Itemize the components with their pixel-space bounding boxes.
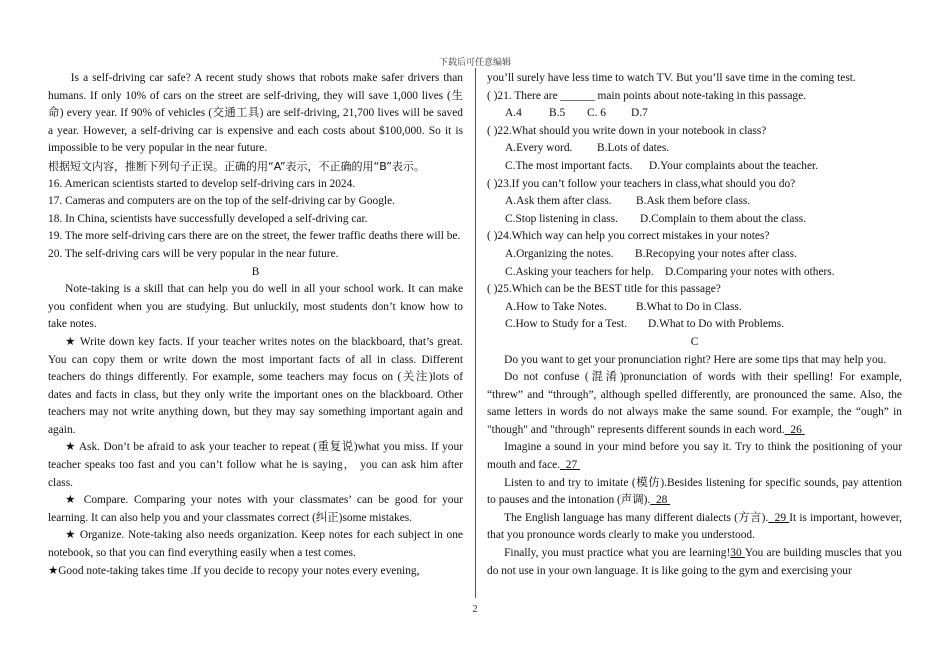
passage-b-paragraph: ★ Write down key facts. If your teacher writes notes on the blackboard, that’s great. You can copy them or write down the most important facts of all in class. Different teachers do things differently. For example, some teachers may focus on (关注)lots of dates and facts in class, but they only write the important ones on the blackboard. Other teachers may not write anything down, but they may say something important again and again.: [48, 335, 463, 436]
section-b-heading: B: [251, 265, 260, 278]
option: C.How to Study for a Test.: [505, 318, 628, 331]
option: C. 6: [587, 107, 606, 120]
mc-question-24: ( )24.Which way can help you correct mistakes in your notes?: [487, 230, 770, 243]
option: B.Recopying your notes after class.: [635, 247, 797, 260]
options-24: [487, 246, 902, 264]
passage-c-text: Listen to and try to imitate (模仿).Besides listening for specific sounds, pay attention to pauses and the intonation (声调).: [487, 476, 902, 507]
mc-question-21: ( )21. There are ______ main points about note-taking in this passage.: [487, 89, 806, 102]
option: D.7: [631, 107, 648, 120]
passage-c-paragraph: [487, 510, 902, 545]
tf-question-18: 18. In China, scientists have successfully developed a self-driving car.: [48, 212, 368, 225]
passage-c-text: Finally, you must practice what you are learning!: [504, 547, 731, 560]
passage-b-paragraph: ★ Ask. Don’t be afraid to ask your teacher to repeat (重复说)what you miss. If your teacher speaks too fast and you can’t follow what he is saying， you can ask him after class.: [48, 441, 463, 489]
right-column: [487, 70, 902, 580]
passage-c-text: Do not confuse (混淆)pronunciation of words with their spelling! For example, “threw” and “through”, although spelled differently, are pronounced the same. Also, the same letters in words do not always make the same sound. For example, the “ough” in "though" and "through" represents different sounds in each word.: [487, 371, 902, 436]
passage-c-paragraph: Do you want to get your pronunciation right? Here are some tips that may help you.: [504, 353, 887, 366]
passage-c-paragraph: [487, 439, 902, 474]
option: A.Organizing the notes.: [505, 247, 614, 260]
passage-b-paragraph: ★ Compare. Comparing your notes with your classmates’ can be good for your learning. It can also help you and your classmates correct (纠正)some mistakes.: [48, 494, 463, 524]
tf-question-16: 16. American scientists started to develop self-driving cars in 2024.: [48, 177, 356, 190]
options-24b: [487, 264, 902, 282]
passage-c-paragraph: [487, 545, 902, 580]
blank-number: 26: [790, 423, 802, 436]
mc-question-22: ( )22.What should you write down in your notebook in class?: [487, 124, 767, 137]
option: D.What to Do with Problems.: [648, 318, 785, 331]
blank-30[interactable]: [730, 547, 745, 559]
option: A.Every word.: [505, 142, 573, 155]
blank-number: 30: [730, 547, 742, 560]
options-22b: [487, 158, 902, 176]
options-25: [487, 299, 902, 317]
passage-c-text: It is important, however, that you pronounce words clearly to make you understood.: [487, 511, 902, 542]
mc-question-23: ( )23.If you can’t follow your teachers in class,what should you do?: [487, 177, 796, 190]
option: A.How to Take Notes.: [505, 300, 607, 313]
option: B.Lots of dates.: [597, 142, 670, 155]
option: A.4: [505, 107, 522, 120]
section-c-heading: C: [690, 335, 699, 348]
left-column: [48, 70, 463, 580]
tf-question-20: 20. The self-driving cars will be very popular in the near future.: [48, 247, 339, 260]
options-22: [487, 140, 902, 158]
options-23: [487, 193, 902, 211]
blank-number: 29: [774, 511, 787, 524]
page-number: 2: [472, 604, 478, 615]
page-header: 下载后可任意编辑: [438, 58, 511, 68]
passage-b-paragraph: ★ Organize. Note-taking also needs organization. Keep notes for each subject in one notebook, so that you can find everything easily when a test comes.: [48, 529, 463, 560]
passage-c-text: You are building muscles that you do not use in your own language. It is like going to the gym and exercising your: [487, 547, 903, 577]
blank-28[interactable]: [650, 494, 670, 506]
option: C.Stop listening in class.: [505, 212, 618, 225]
blank-number: 28: [655, 494, 668, 507]
option: C.Asking your teachers for help.: [505, 265, 654, 278]
blank-29[interactable]: [768, 512, 789, 524]
option: B.What to Do in Class.: [636, 300, 742, 313]
blank-27[interactable]: [560, 459, 580, 471]
passage-c-text: The English language has many different dialects (方言).: [504, 511, 769, 524]
passage-c-paragraph: [487, 369, 902, 439]
instruction: 根据短文内容，推断下列句子正误。正确的用“A”表示，不正确的用“B”表示。: [48, 159, 425, 173]
passage-c-text: Imagine a sound in your mind before you say it. Try to think the positioning of your mouth and face.: [487, 441, 902, 472]
mc-question-25: ( )25.Which can be the BEST title for this passage?: [487, 283, 721, 296]
passage-b-paragraph: Note-taking is a skill that can help you do well in all your school work. It can make you confident when you are studying. But unluckily, most students don’t know how to take notes.: [48, 283, 463, 331]
options-25b: [487, 316, 902, 334]
option: B.5: [549, 107, 566, 120]
column-divider: [475, 68, 476, 598]
option: B.Ask them before class.: [636, 195, 751, 208]
options-23b: [487, 211, 902, 229]
passage-b-end: you’ll surely have less time to watch TV. But you’ll save time in the coming test.: [487, 72, 856, 84]
options-21: [487, 105, 902, 123]
passage-c-paragraph: [487, 475, 902, 510]
passage-a-paragraph: Is a self-driving car safe? A recent study shows that robots make safer drivers than humans. If only 10% of cars on the street are self-driving, they will save 1,000 lives (生命) every year. If 90% of vehicles (交通工具) are self-driving, 21,700 lives will be saved a year. However, a self-driving car is expensive and each costs about $100,000. So it is impossible to be very popular in the near future.: [48, 72, 463, 155]
passage-b-paragraph: ★Good note-taking takes time .If you decide to recopy your notes every evening,: [48, 564, 420, 577]
option: D.Your complaints about the teacher.: [649, 159, 819, 172]
option: D.Complain to them about the class.: [640, 212, 807, 225]
blank-26[interactable]: [785, 424, 805, 436]
option: D.Comparing your notes with others.: [665, 265, 835, 278]
option: A.Ask them after class.: [505, 195, 612, 208]
option: C.The most important facts.: [505, 159, 633, 172]
tf-question-19: 19. The more self-driving cars there are on the street, the fewer traffic deaths there will be.: [48, 230, 461, 243]
tf-question-17: 17. Cameras and computers are on the top of the self-driving car by Google.: [48, 195, 395, 208]
blank-number: 27: [565, 459, 578, 472]
